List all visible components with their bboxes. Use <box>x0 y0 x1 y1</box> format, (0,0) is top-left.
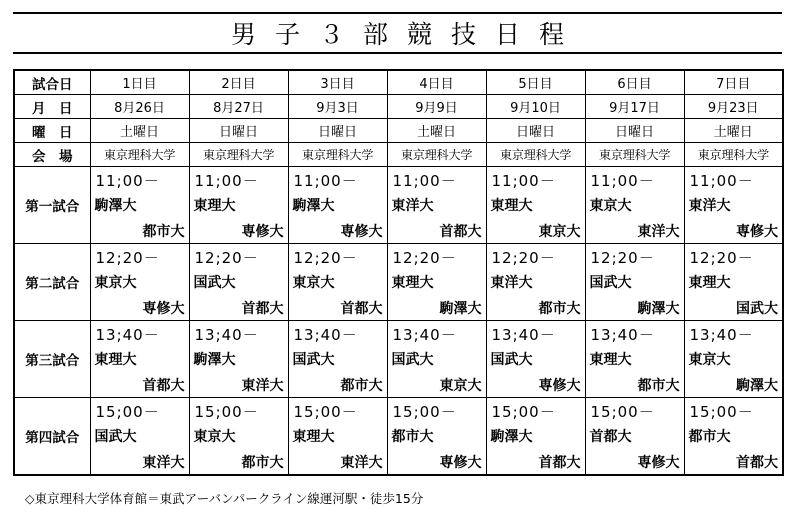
match-time: 15;00－ <box>194 403 259 421</box>
match-cell <box>387 167 486 244</box>
match-team-home: 東理大 <box>292 429 335 445</box>
match-time: 15;00－ <box>590 403 655 421</box>
weekday-cell: 土曜日 <box>684 119 783 143</box>
weekday-cell: 日曜日 <box>288 119 387 143</box>
match-cell <box>387 244 486 321</box>
match-time: 15;00－ <box>689 403 754 421</box>
match-cell <box>684 244 783 321</box>
match-time: 13;40－ <box>392 326 457 344</box>
match-team-away: 東洋大 <box>142 455 185 471</box>
weekday-cell: 日曜日 <box>486 119 585 143</box>
round-cell: 3日目 <box>288 70 387 95</box>
match-cell <box>90 321 189 398</box>
match-cell-content <box>388 321 486 397</box>
match-team-home: 国武大 <box>193 275 236 291</box>
match-cell <box>90 398 189 476</box>
date-cell: 9月17日 <box>585 95 684 119</box>
match-cell-content <box>289 244 387 320</box>
match-cell <box>189 167 288 244</box>
match-time: 13;40－ <box>689 326 754 344</box>
round-cell: 6日目 <box>585 70 684 95</box>
match-cell-content <box>190 167 288 243</box>
match-team-home: 都市大 <box>688 429 731 445</box>
match-cell-content <box>487 398 585 474</box>
match-team-away: 東洋大 <box>637 224 680 240</box>
date-row <box>14 95 783 119</box>
match-time: 12;20－ <box>590 249 655 267</box>
match-cell-content <box>685 321 783 397</box>
match-cell <box>486 398 585 476</box>
match-time: 15;00－ <box>293 403 358 421</box>
weekday-cell: 土曜日 <box>90 119 189 143</box>
venue-cell: 東京理科大学 <box>585 143 684 167</box>
date-cell: 8月27日 <box>189 95 288 119</box>
match-team-home: 駒澤大 <box>193 352 236 368</box>
match-team-away: 駒澤大 <box>637 301 680 317</box>
match-cell-content <box>289 167 387 243</box>
round-row <box>14 70 783 95</box>
match-team-away: 専修大 <box>736 224 778 240</box>
match-cell-content <box>190 321 288 397</box>
date-cell: 9月9日 <box>387 95 486 119</box>
weekday-cell: 日曜日 <box>189 119 288 143</box>
match-team-away: 首都大 <box>538 455 581 471</box>
match-cell <box>585 321 684 398</box>
match-cell-content <box>388 167 486 243</box>
match-team-away: 東京大 <box>439 378 482 394</box>
venue-cell: 東京理科大学 <box>486 143 585 167</box>
match-cell <box>90 167 189 244</box>
match-team-away: 首都大 <box>340 301 383 317</box>
match-team-away: 専修大 <box>637 455 680 471</box>
match-team-away: 東洋大 <box>340 455 383 471</box>
venue-cell: 東京理科大学 <box>90 143 189 167</box>
game-row <box>14 321 783 398</box>
match-team-home: 東京大 <box>292 275 335 291</box>
date-cell: 8月26日 <box>90 95 189 119</box>
match-team-away: 首都大 <box>142 378 185 394</box>
match-time: 12;20－ <box>689 249 754 267</box>
match-time: 11;00－ <box>491 172 556 190</box>
match-team-home: 東理大 <box>193 198 236 214</box>
page-title: 男子３部競技日程 <box>230 20 583 49</box>
match-team-home: 国武大 <box>292 352 335 368</box>
venue-row <box>14 143 783 167</box>
match-team-away: 都市大 <box>340 378 383 394</box>
venue-cell: 東京理科大学 <box>387 143 486 167</box>
weekday-label: 曜 日 <box>14 119 90 143</box>
match-team-away: 都市大 <box>538 301 581 317</box>
weekday-cell: 日曜日 <box>585 119 684 143</box>
match-cell-content <box>685 244 783 320</box>
match-team-away: 東京大 <box>538 224 581 240</box>
match-team-away: 専修大 <box>439 455 482 471</box>
weekday-row <box>14 119 783 143</box>
match-cell <box>486 244 585 321</box>
match-time: 12;20－ <box>392 249 457 267</box>
match-team-away: 専修大 <box>142 301 185 317</box>
match-team-home: 東洋大 <box>391 198 434 214</box>
match-time: 15;00－ <box>95 403 160 421</box>
match-time: 12;20－ <box>293 249 358 267</box>
match-cell-content <box>91 244 189 320</box>
match-time: 11;00－ <box>590 172 655 190</box>
match-team-away: 東洋大 <box>241 378 284 394</box>
venue-cell: 東京理科大学 <box>288 143 387 167</box>
date-cell: 9月23日 <box>684 95 783 119</box>
weekday-cell: 土曜日 <box>387 119 486 143</box>
match-team-home: 首都大 <box>589 429 632 445</box>
match-cell <box>387 398 486 476</box>
match-time: 15;00－ <box>491 403 556 421</box>
match-cell <box>684 321 783 398</box>
game-label: 第四試合 <box>14 398 90 476</box>
match-cell <box>189 244 288 321</box>
match-team-home: 東理大 <box>589 352 632 368</box>
match-cell-content <box>91 167 189 243</box>
match-time: 12;20－ <box>95 249 160 267</box>
match-cell-content <box>685 167 783 243</box>
match-cell <box>189 398 288 476</box>
match-team-home: 東理大 <box>490 198 533 214</box>
round-cell: 4日目 <box>387 70 486 95</box>
game-label: 第一試合 <box>14 167 90 244</box>
schedule-table <box>13 69 784 476</box>
match-cell-content <box>289 398 387 474</box>
match-team-home: 国武大 <box>391 352 434 368</box>
match-team-away: 駒澤大 <box>736 378 778 394</box>
game-row <box>14 398 783 476</box>
page-title-bar <box>13 12 782 54</box>
date-cell: 9月3日 <box>288 95 387 119</box>
match-time: 13;40－ <box>95 326 160 344</box>
match-time: 11;00－ <box>392 172 457 190</box>
match-cell <box>486 167 585 244</box>
match-cell <box>585 398 684 476</box>
match-team-home: 国武大 <box>94 429 137 445</box>
match-time: 11;00－ <box>194 172 259 190</box>
match-cell-content <box>487 167 585 243</box>
match-team-away: 都市大 <box>142 224 185 240</box>
match-cell-content <box>586 167 684 243</box>
match-team-home: 駒澤大 <box>490 429 533 445</box>
venue-cell: 東京理科大学 <box>684 143 783 167</box>
match-cell <box>585 167 684 244</box>
match-cell <box>486 321 585 398</box>
match-time: 11;00－ <box>689 172 754 190</box>
match-cell-content <box>190 398 288 474</box>
match-team-home: 東京大 <box>94 275 137 291</box>
match-team-home: 東京大 <box>688 352 731 368</box>
match-cell-content <box>388 398 486 474</box>
match-cell <box>288 398 387 476</box>
match-cell-content <box>487 244 585 320</box>
match-cell-content <box>190 244 288 320</box>
match-team-away: 国武大 <box>736 301 778 317</box>
match-cell <box>90 244 189 321</box>
match-time: 13;40－ <box>590 326 655 344</box>
match-cell-content <box>91 398 189 474</box>
match-cell-content <box>586 321 684 397</box>
match-team-home: 東理大 <box>391 275 434 291</box>
match-team-home: 国武大 <box>490 352 533 368</box>
match-cell-content <box>91 321 189 397</box>
match-team-away: 首都大 <box>241 301 284 317</box>
game-row <box>14 244 783 321</box>
venue-cell: 東京理科大学 <box>189 143 288 167</box>
match-time: 13;40－ <box>194 326 259 344</box>
round-label: 試合日 <box>14 70 90 95</box>
match-team-home: 東理大 <box>94 352 137 368</box>
match-team-away: 首都大 <box>736 455 778 471</box>
match-cell <box>288 244 387 321</box>
match-team-away: 都市大 <box>241 455 284 471</box>
game-row <box>14 167 783 244</box>
match-team-home: 東洋大 <box>490 275 533 291</box>
match-cell-content <box>685 398 783 474</box>
match-team-away: 都市大 <box>637 378 680 394</box>
match-cell <box>684 167 783 244</box>
match-time: 12;20－ <box>194 249 259 267</box>
match-cell-content <box>388 244 486 320</box>
match-time: 15;00－ <box>392 403 457 421</box>
match-team-away: 首都大 <box>439 224 482 240</box>
match-team-away: 専修大 <box>241 224 284 240</box>
match-team-away: 専修大 <box>538 378 581 394</box>
match-team-home: 東京大 <box>589 198 632 214</box>
match-cell-content <box>586 244 684 320</box>
match-team-away: 専修大 <box>340 224 383 240</box>
match-cell-content <box>289 321 387 397</box>
match-time: 13;40－ <box>491 326 556 344</box>
match-cell-content <box>487 321 585 397</box>
match-team-away: 駒澤大 <box>439 301 482 317</box>
match-time: 12;20－ <box>491 249 556 267</box>
round-cell: 2日目 <box>189 70 288 95</box>
match-team-home: 東理大 <box>688 275 731 291</box>
match-team-home: 都市大 <box>391 429 434 445</box>
match-cell <box>189 321 288 398</box>
match-team-home: 東京大 <box>193 429 236 445</box>
match-cell <box>288 167 387 244</box>
match-cell <box>585 244 684 321</box>
round-cell: 7日目 <box>684 70 783 95</box>
match-time: 11;00－ <box>293 172 358 190</box>
game-label: 第三試合 <box>14 321 90 398</box>
match-cell-content <box>586 398 684 474</box>
date-cell: 9月10日 <box>486 95 585 119</box>
date-label: 月 日 <box>14 95 90 119</box>
round-cell: 5日目 <box>486 70 585 95</box>
game-label: 第二試合 <box>14 244 90 321</box>
match-time: 13;40－ <box>293 326 358 344</box>
venue-label: 会 場 <box>14 143 90 167</box>
match-cell <box>684 398 783 476</box>
match-team-home: 駒澤大 <box>292 198 335 214</box>
match-team-home: 国武大 <box>589 275 632 291</box>
venue-footnote: ◇東京理科大学体育館＝東武アーバンパークライン線運河駅・徒歩15分 <box>25 491 424 506</box>
match-cell <box>387 321 486 398</box>
round-cell: 1日目 <box>90 70 189 95</box>
match-team-home: 東洋大 <box>688 198 731 214</box>
match-team-home: 駒澤大 <box>94 198 137 214</box>
match-time: 11;00－ <box>95 172 160 190</box>
match-cell <box>288 321 387 398</box>
